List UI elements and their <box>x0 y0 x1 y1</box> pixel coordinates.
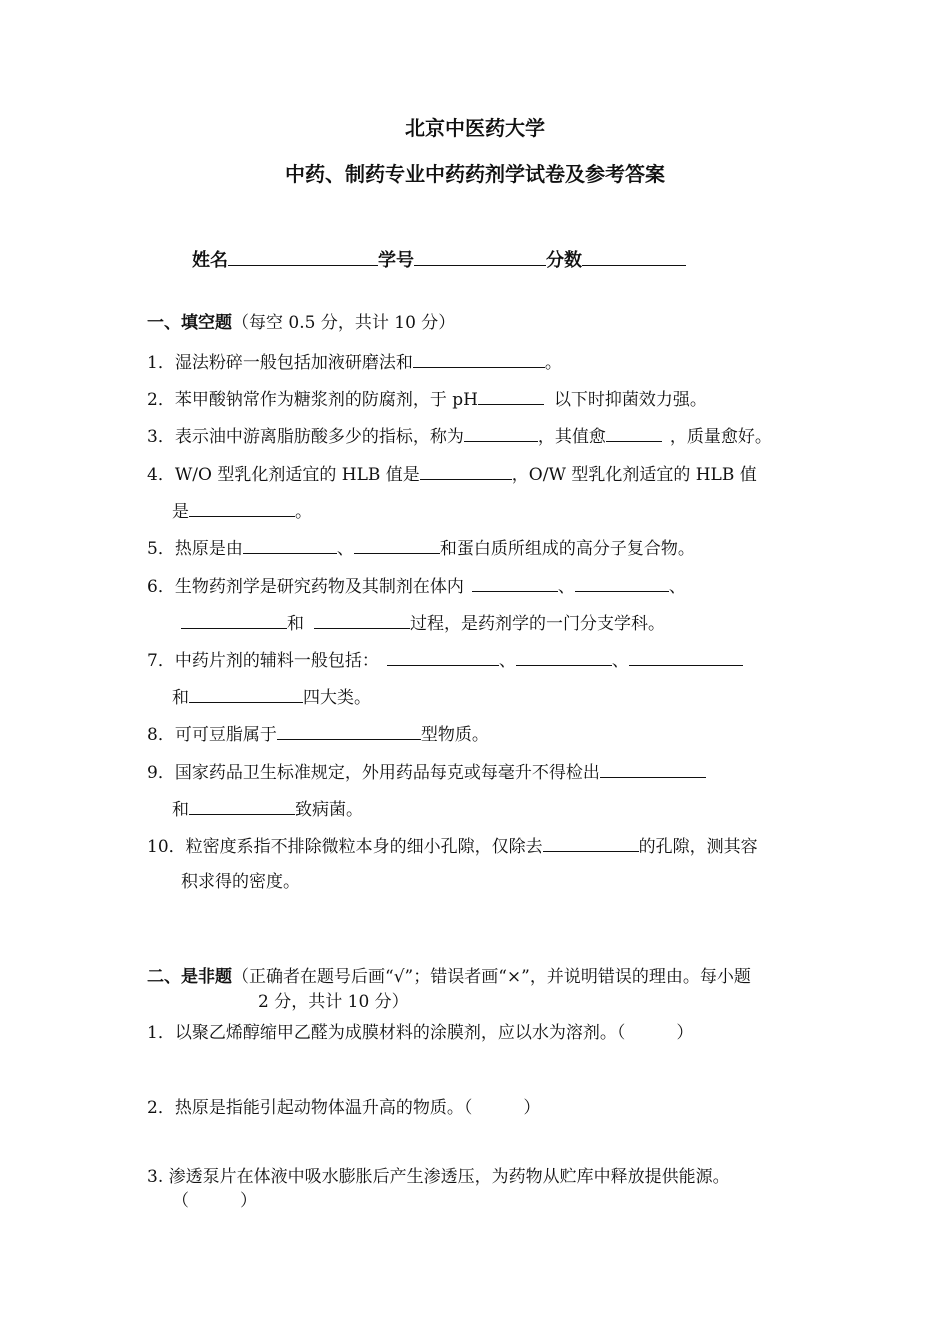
question-8 <box>147 722 489 746</box>
q4-blank-2[interactable] <box>189 499 295 517</box>
q9-blank-2[interactable] <box>189 797 295 815</box>
q4-cont-text: 是 <box>172 502 189 522</box>
section1-note: （每空 0.5 分，共计 10 分） <box>232 313 456 333</box>
student-id-label: 学号 <box>378 250 414 271</box>
score-label: 分数 <box>546 250 582 271</box>
q5-blank-2[interactable] <box>354 536 440 554</box>
q4-text: 4．W/O 型乳化剂适宜的 HLB 值是 <box>147 465 420 485</box>
q2-end: 以下时抑菌效力强。 <box>553 390 707 410</box>
q5-end: 和蛋白质所组成的高分子复合物。 <box>439 539 695 559</box>
q6-blank-1[interactable] <box>472 574 558 592</box>
question-4 <box>147 462 757 486</box>
q4-blank-1[interactable] <box>420 462 512 480</box>
question-7 <box>147 648 743 672</box>
student-info-row <box>192 248 686 272</box>
q9-text: 9．国家药品卫生标准规定，外用药品每克或每毫升不得检出 <box>147 763 600 783</box>
section2-title: 二、是非题 <box>147 967 232 987</box>
q1-text: 1．湿法粉碎一般包括加液研磨法和 <box>147 353 413 373</box>
q3-text: 3．表示油中游离脂肪酸多少的指标，称为 <box>147 427 464 447</box>
section1-heading <box>147 312 455 334</box>
q6-blank-2[interactable] <box>575 574 669 592</box>
question-2 <box>147 387 707 411</box>
tf-question-2: 2．热原是指能引起动物体温升高的物质。（ ） <box>147 1098 541 1118</box>
section2-note-2: 2 分，共计 10 分） <box>258 992 409 1012</box>
q5-text: 5．热原是由 <box>147 539 243 559</box>
question-10 <box>147 834 758 858</box>
q6-and: 和 <box>287 614 304 634</box>
question-6-cont <box>181 611 665 635</box>
q9-end: 致病菌。 <box>295 800 363 820</box>
section1-title: 一、填空题 <box>147 313 232 333</box>
tf-question-1: 1．以聚乙烯醇缩甲乙醛为成膜材料的涂膜剂，应以水为溶剂。（ ） <box>147 1023 694 1043</box>
question-10-cont <box>181 871 300 893</box>
q6-sep-1: 、 <box>557 577 575 597</box>
tf-question-3: 3. 渗透泵片在体液中吸水膨胀后产生渗透压，为药物从贮库中释放提供能源。 <box>147 1167 730 1187</box>
q8-blank[interactable] <box>277 722 421 740</box>
question-1 <box>147 350 562 374</box>
name-label: 姓名 <box>192 250 228 271</box>
q6-sep-2: 、 <box>668 577 686 597</box>
q3-blank-2[interactable] <box>606 424 662 442</box>
q4-end: 。 <box>295 502 312 522</box>
name-field[interactable] <box>228 248 378 266</box>
tf-question-3-answer: （ ） <box>172 1191 257 1211</box>
q3-blank-1[interactable] <box>464 424 538 442</box>
q8-text: 8．可可豆脂属于 <box>147 725 277 745</box>
q10-end: 积求得的密度。 <box>181 872 300 892</box>
exam-title: 中药、制药专业中药药剂学试卷及参考答案 <box>285 162 665 186</box>
q7-blank-3[interactable] <box>629 648 743 666</box>
q6-text: 6．生物药剂学是研究药物及其制剂在体内 <box>147 577 464 597</box>
q7-sep-1: 、 <box>498 651 516 671</box>
q10-blank[interactable] <box>543 834 639 852</box>
q2-blank[interactable] <box>478 387 544 405</box>
q7-blank-1[interactable] <box>387 648 499 666</box>
q10-mid: 的孔隙，测其容 <box>638 837 758 857</box>
q6-blank-3[interactable] <box>181 611 287 629</box>
question-9 <box>147 760 706 784</box>
q10-text: 10．粒密度系指不排除微粒本身的细小孔隙，仅除去 <box>147 837 543 857</box>
q4-mid: ，O/W 型乳化剂适宜的 HLB 值 <box>511 465 757 485</box>
q5-blank-1[interactable] <box>243 536 337 554</box>
q6-end: 过程，是药剂学的一门分支学科。 <box>410 614 665 634</box>
university-title: 北京中医药大学 <box>405 116 545 140</box>
q7-blank-4[interactable] <box>189 685 303 703</box>
q1-blank[interactable] <box>413 350 545 368</box>
q7-sep-2: 、 <box>611 651 629 671</box>
section2-note-1: （正确者在题号后画“√”；错误者画“×”，并说明错误的理由。每小题 <box>232 967 751 987</box>
q7-text: 7．中药片剂的辅料一般包括： <box>147 651 379 671</box>
q9-blank-1[interactable] <box>600 760 706 778</box>
q7-and: 和 <box>172 688 189 708</box>
q6-blank-4[interactable] <box>314 611 410 629</box>
question-5 <box>147 536 695 560</box>
q5-sep: 、 <box>336 539 354 559</box>
question-4-cont <box>172 499 312 523</box>
q8-end: 型物质。 <box>420 725 489 745</box>
q2-text: 2．苯甲酸钠常作为糖浆剂的防腐剂，于 pH <box>147 390 478 410</box>
question-3 <box>147 424 772 448</box>
question-9-cont <box>172 797 363 821</box>
score-field[interactable] <box>582 248 686 266</box>
question-7-cont <box>172 685 371 709</box>
q1-end: 。 <box>544 353 562 373</box>
q3-end: ，质量愈好。 <box>669 427 772 447</box>
q3-mid: ，其值愈 <box>537 427 606 447</box>
q7-end: 四大类。 <box>303 688 371 708</box>
section2-heading <box>147 966 751 988</box>
q9-and: 和 <box>172 800 189 820</box>
question-6 <box>147 574 686 598</box>
q7-blank-2[interactable] <box>516 648 612 666</box>
student-id-field[interactable] <box>414 248 546 266</box>
